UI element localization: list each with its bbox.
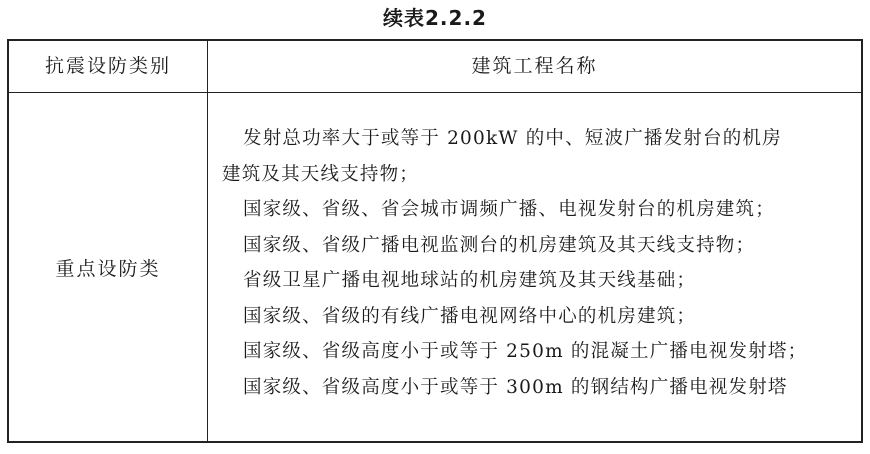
building-list-cell <box>222 121 852 405</box>
table-caption: 续表2.2.2 <box>383 6 487 30</box>
list-item: 国家级、省级的有线广播电视网络中心的机房建筑； <box>243 305 697 327</box>
column-divider <box>207 41 208 441</box>
list-item: 建筑及其天线支持物； <box>222 163 420 185</box>
header-building-name: 建筑工程名称 <box>471 55 598 77</box>
list-item: 国家级、省级广播电视监测台的机房建筑及其天线支持物； <box>243 234 756 256</box>
category-cell: 重点设防类 <box>55 258 161 280</box>
list-item: 国家级、省级高度小于或等于 250m 的混凝土广播电视发射塔； <box>243 341 808 362</box>
header-category: 抗震设防类别 <box>44 55 171 77</box>
classification-table <box>7 39 863 443</box>
list-item: 省级卫星广播电视地球站的机房建筑及其天线基础； <box>243 270 697 291</box>
list-item: 国家级、省级高度小于或等于 300m 的钢结构广播电视发射塔 <box>243 376 788 398</box>
list-item: 发射总功率大于或等于 200kW 的中、短波广播发射台的机房 <box>243 128 782 149</box>
list-item: 国家级、省级、省会城市调频广播、电视发射台的机房建筑； <box>243 199 775 220</box>
header-row-divider <box>9 92 861 93</box>
